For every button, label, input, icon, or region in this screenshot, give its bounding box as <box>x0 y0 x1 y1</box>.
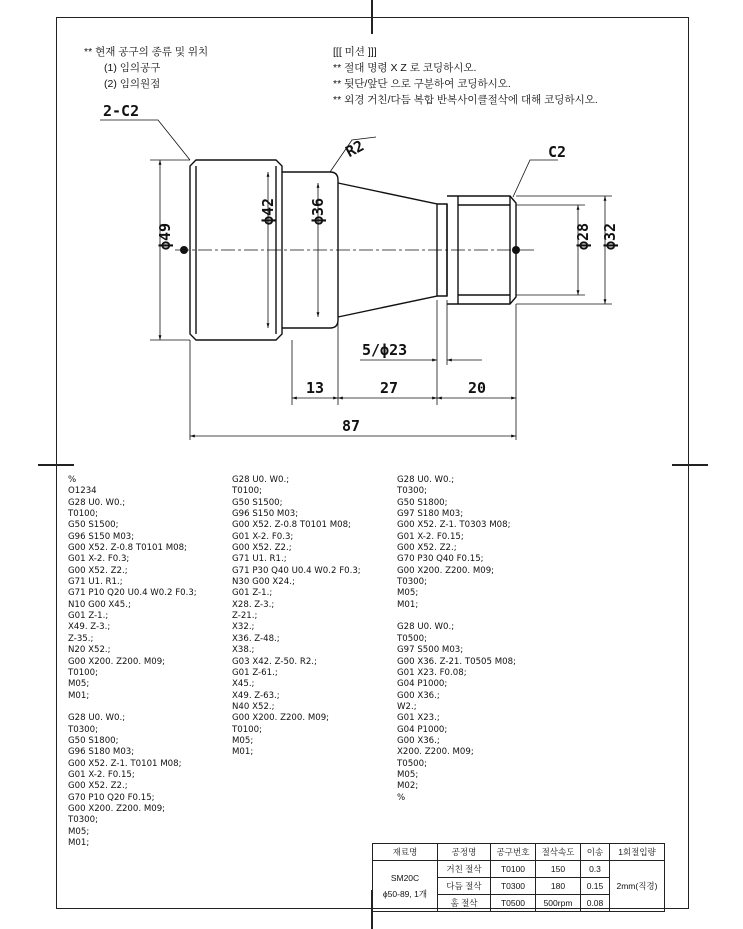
program-line: G01 X-2. F0.3; <box>232 531 294 542</box>
program-line: G00 X52. Z2.; <box>68 565 128 576</box>
program-line: G70 P10 Q20 F0.15; <box>68 792 155 803</box>
program-line: G01 X23. F0.08; <box>397 667 467 678</box>
program-line: M01; <box>68 838 90 848</box>
program-line: N20 X52.; <box>68 645 111 656</box>
part-drawing <box>0 0 743 460</box>
program-line: N10 G00 X45.; <box>68 599 131 610</box>
program-line: G00 X36.; <box>397 690 440 701</box>
spec-row <box>373 861 665 878</box>
header-depth: 1회절입량 <box>610 844 665 861</box>
program-line: G28 U0. W0.; <box>232 475 290 485</box>
program-line: M01; <box>68 690 90 701</box>
program-line: Z-35.; <box>68 633 94 644</box>
program-line: G00 X52. Z2.; <box>68 781 128 792</box>
program-line: G00 X36. Z-21. T0505 M08; <box>397 656 516 667</box>
label-d28: ϕ28 <box>574 222 592 250</box>
note-title: ** 현재 공구의 종류 및 위치 <box>84 46 209 58</box>
program-line: G00 X52. Z-0.8 T0101 M08; <box>232 520 351 531</box>
program-line: G28 U0. W0.; <box>397 622 455 633</box>
program-line: X28. Z-3.; <box>232 599 275 610</box>
program-line: W2.; <box>397 701 417 712</box>
program-line: M05; <box>397 588 419 599</box>
label-d32: ϕ32 <box>601 222 619 250</box>
program-line: G01 X-2. F0.3; <box>68 554 130 565</box>
program-line: G50 S1500; <box>68 520 119 531</box>
program-line: T0300; <box>397 486 428 497</box>
program-line: Z-21.; <box>232 611 258 622</box>
feed-cell: 0.15 <box>581 878 610 895</box>
process-cell: 거친 절삭 <box>438 861 491 878</box>
program-line: G04 P1000; <box>397 679 448 690</box>
header-tool: 공구번호 <box>491 844 536 861</box>
program-line: X200. Z200. M09; <box>397 747 474 758</box>
label-c2: C2 <box>548 143 567 161</box>
label-d42: ϕ42 <box>259 197 277 225</box>
header-process: 공정명 <box>438 844 491 861</box>
program-line: M05; <box>232 735 254 746</box>
program-line: G01 X23.; <box>397 713 440 724</box>
program-line: O1234 <box>68 486 97 497</box>
program-line: M05; <box>397 769 419 780</box>
program-line: G71 P10 Q20 U0.4 W0.2 F0.3; <box>68 588 197 599</box>
header-feed: 이송 <box>581 844 610 861</box>
program-line: T0500; <box>397 758 428 769</box>
tool-cell: T0300 <box>491 878 536 895</box>
tool-cell: T0500 <box>491 895 536 912</box>
program-line: G00 X200. Z200. M09; <box>68 803 166 814</box>
program-line: G50 S1800; <box>397 497 448 508</box>
program-line: G71 P30 Q40 U0.4 W0.2 F0.3; <box>232 565 361 576</box>
feed-cell: 0.08 <box>581 895 610 912</box>
label-d36: ϕ36 <box>309 197 327 225</box>
program-column-2 <box>232 475 361 759</box>
program-line: G28 U0. W0.; <box>397 475 455 485</box>
program-line: X49. Z-63.; <box>232 690 280 701</box>
process-spec-table <box>372 843 665 912</box>
label-20: 20 <box>468 379 487 397</box>
program-line: G00 X52. Z-1. T0303 M08; <box>397 520 511 531</box>
program-line: M02; <box>397 781 419 792</box>
left-center-mark <box>180 246 188 254</box>
mission-item: ** 외경 거친/다듬 복합 반복사이클절삭에 대해 코딩하시오. <box>333 94 598 106</box>
program-line: M01; <box>232 747 254 758</box>
mission-item: ** 뒷단/앞단 으로 구분하여 코딩하시오. <box>333 78 511 90</box>
program-line: X45.; <box>232 679 255 690</box>
program-line: T0100; <box>68 667 99 678</box>
program-line: T0300; <box>68 724 99 735</box>
program-line: G28 U0. W0.; <box>68 497 126 508</box>
header-material: 재료명 <box>373 844 438 861</box>
program-line: G96 S180 M03; <box>68 747 135 758</box>
program-line: G00 X36.; <box>397 735 440 746</box>
program-line: G96 S150 M03; <box>232 509 299 520</box>
program-line <box>68 702 197 713</box>
label-2c2: 2-C2 <box>103 102 140 120</box>
program-line: G71 U1. R1.; <box>68 577 123 588</box>
program-line: G50 S1500; <box>232 497 283 508</box>
program-line: T0100; <box>68 509 99 520</box>
header-speed: 절삭속도 <box>536 844 581 861</box>
material-name: SM20C <box>390 873 420 883</box>
program-line: G28 U0. W0.; <box>68 713 126 724</box>
program-line: G70 P30 Q40 F0.15; <box>397 554 484 565</box>
note-item: (1) 임의공구 <box>104 62 161 74</box>
program-line: T0300; <box>397 577 428 588</box>
mission-title: [[[ 미션 ]]] <box>333 46 377 58</box>
label-13: 13 <box>306 379 325 397</box>
program-line: G01 Z-1.; <box>232 588 273 599</box>
right-center-mark <box>672 464 708 466</box>
label-d49: ϕ49 <box>156 222 174 250</box>
program-line: % <box>397 792 406 803</box>
program-line: X38.; <box>232 645 255 656</box>
program-line: M05; <box>68 826 90 837</box>
program-line: G00 X52. Z2.; <box>397 543 457 554</box>
material-cell <box>373 861 438 912</box>
speed-cell: 150 <box>536 861 581 878</box>
program-line: G01 X-2. F0.15; <box>397 531 464 542</box>
program-line: G01 Z-61.; <box>232 667 278 678</box>
label-r2: R2 <box>342 136 367 161</box>
depth-cell: 2mm(직경) <box>610 861 665 912</box>
program-line: M05; <box>68 679 90 690</box>
program-line: T0500; <box>397 633 428 644</box>
program-column-3 <box>397 475 516 804</box>
program-line: M01; <box>397 599 419 610</box>
speed-cell: 180 <box>536 878 581 895</box>
program-line: T0300; <box>68 815 99 826</box>
program-line: G00 X200. Z200. M09; <box>68 656 166 667</box>
material-size: ϕ50-89, 1개 <box>382 889 428 899</box>
mission-item: ** 절대 명령 X Z 로 코딩하시오. <box>333 62 477 74</box>
program-line: G50 S1800; <box>68 735 119 746</box>
program-line: T0100; <box>232 486 263 497</box>
program-line: G00 X52. Z-1. T0101 M08; <box>68 758 182 769</box>
program-line: G00 X200. Z200. M09; <box>232 713 330 724</box>
program-line: G01 X-2. F0.15; <box>68 769 135 780</box>
right-center-mark <box>512 246 520 254</box>
program-column-1 <box>68 475 197 849</box>
spec-header-row <box>373 844 665 861</box>
program-line: % <box>68 475 77 485</box>
process-cell: 홈 절삭 <box>438 895 491 912</box>
program-line: G00 X52. Z-0.8 T0101 M08; <box>68 543 187 554</box>
program-line: T0100; <box>232 724 263 735</box>
program-line: G03 X42. Z-50. R2.; <box>232 656 317 667</box>
label-groove: 5/ϕ23 <box>362 341 408 359</box>
program-line: X32.; <box>232 622 255 633</box>
program-line <box>397 611 516 622</box>
program-line: G96 S150 M03; <box>68 531 135 542</box>
program-line: N40 X52.; <box>232 701 275 712</box>
program-line: G97 S500 M03; <box>397 645 464 656</box>
program-line: G00 X52. Z2.; <box>232 543 292 554</box>
label-27: 27 <box>380 379 399 397</box>
program-line: G00 X200. Z200. M09; <box>397 565 495 576</box>
note-item: (2) 임의원점 <box>104 78 161 90</box>
tool-cell: T0100 <box>491 861 536 878</box>
program-line: G01 Z-1.; <box>68 611 109 622</box>
left-center-mark <box>38 464 74 466</box>
program-line: G04 P1000; <box>397 724 448 735</box>
program-line: X36. Z-48.; <box>232 633 280 644</box>
program-line: G71 U1. R1.; <box>232 554 287 565</box>
program-line: N30 G00 X24.; <box>232 577 295 588</box>
label-87: 87 <box>342 417 361 435</box>
process-cell: 다듬 절삭 <box>438 878 491 895</box>
speed-cell: 500rpm <box>536 895 581 912</box>
program-line: G97 S180 M03; <box>397 509 464 520</box>
program-line: X49. Z-3.; <box>68 622 111 633</box>
feed-cell: 0.3 <box>581 861 610 878</box>
